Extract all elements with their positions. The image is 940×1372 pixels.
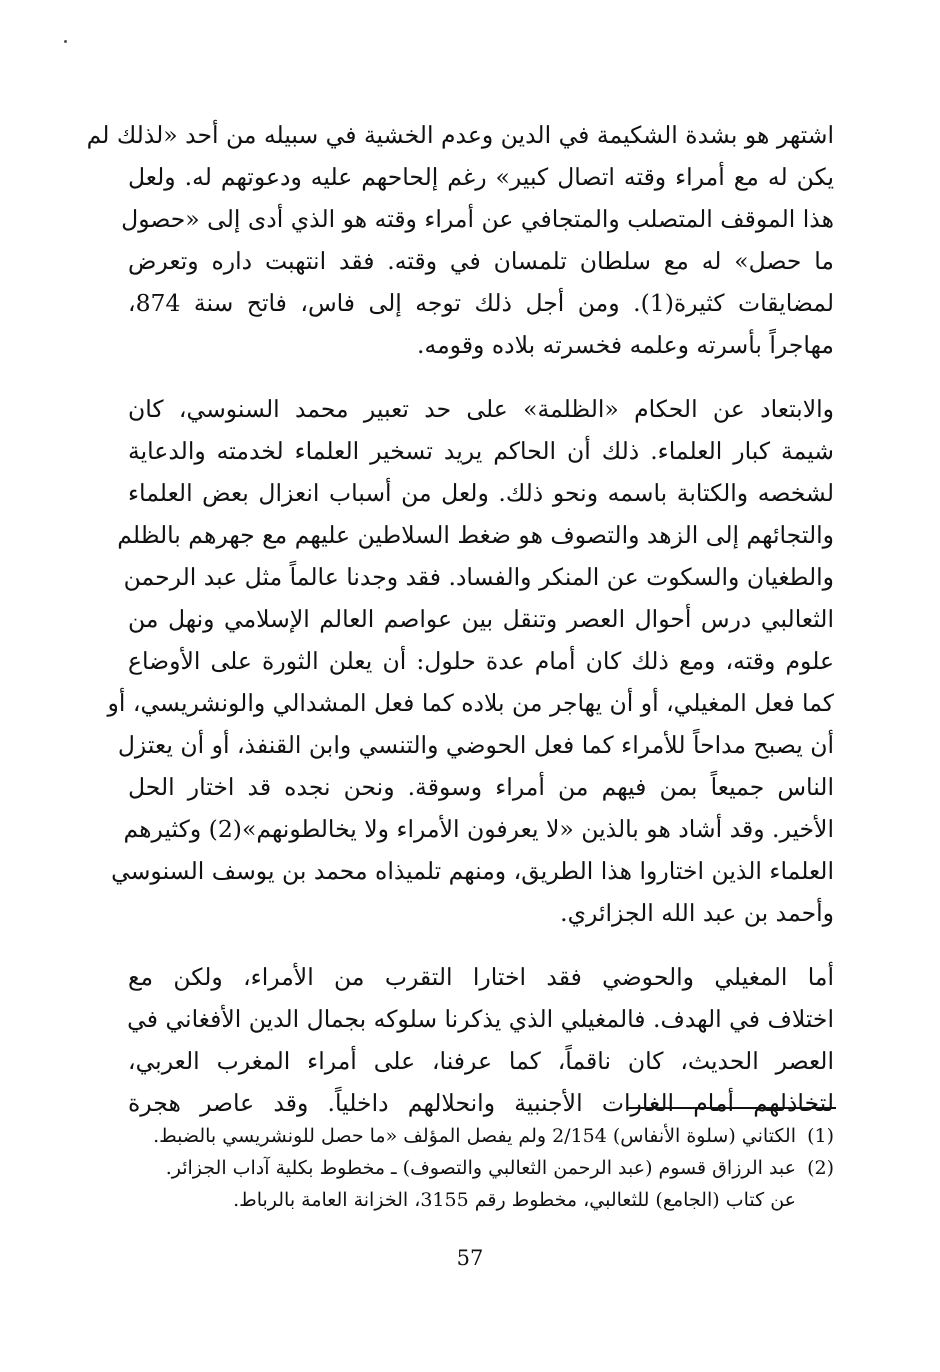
paragraph-2 [107, 388, 834, 934]
footnote-text: الكتاني (سلوة الأنفاس) 2/154 ولم يفصل المؤلف «ما حصل للونشريسي بالضبط. [153, 1125, 796, 1147]
footnote-text: عن كتاب (الجامع) للثعالبي، مخطوط رقم 3155، الخزانة العامة بالرباط. [233, 1189, 796, 1211]
footnote-2-continuation [128, 1184, 834, 1216]
footnote-text: عبد الرزاق قسوم (عبد الرحمن الثعالبي والتصوف) ـ مخطوط بكلية آداب الجزائر. [165, 1157, 796, 1179]
footnote-separator [628, 1107, 836, 1109]
text-line: العلماء الذين اختاروا هذا الطريق، ومنهم تلميذاه محمد بن يوسف السنوسي [111, 857, 834, 885]
text-line: ما حصل» له مع سلطان تلمسان في وقته. فقد انتهبت داره وتعرض [128, 247, 834, 275]
text-line: والتجائهم إلى الزهد والتصوف هو ضغط السلاطين عليهم مع جهرهم بالظلم [117, 521, 834, 549]
footnote-number: (2) [807, 1157, 834, 1179]
footnote-1 [128, 1120, 834, 1152]
scan-speck [64, 40, 67, 43]
text-line: والطغيان والسكوت عن المنكر والفساد. فقد وجدنا عالماً مثل عبد الرحمن [123, 563, 834, 591]
text-line: هذا الموقف المتصلب والمتجافي عن أمراء وقته هو الذي أدى إلى «حصول [121, 205, 834, 233]
text-line: وأحمد بن عبد الله الجزائري. [560, 899, 834, 927]
paragraph-gap [128, 934, 834, 956]
body-text [86, 114, 834, 1124]
paragraph-3 [128, 956, 834, 1124]
text-line: لمضايقات كثيرة(1). ومن أجل ذلك توجه إلى فاس، فاتح سنة 874، [128, 289, 834, 317]
paragraph-1 [86, 114, 834, 366]
footnote-number: (1) [807, 1125, 834, 1147]
text-line: شيمة كبار العلماء. ذلك أن الحاكم يريد تسخير العلماء لخدمته والدعاية [128, 437, 834, 465]
footnote-2 [128, 1152, 834, 1184]
text-line: الناس جميعاً بمن فيهم من أمراء وسوقة. ونحن نجده قد اختار الحل [128, 773, 834, 801]
text-line: مهاجراً بأسرته وعلمه فخسرته بلاده وقومه. [417, 331, 834, 359]
text-line: أن يصبح مداحاً للأمراء كما فعل الحوضي والتنسي وابن القنفذ، أو أن يعتزل [117, 731, 834, 759]
text-line: العصر الحديث، كان ناقماً، كما عرفنا، على أمراء المغرب العربي، [128, 1047, 834, 1075]
text-line: لتخاذلهم أمام الغارات الأجنبية وانحلالهم داخلياً. وقد عاصر هجرة [128, 1089, 834, 1117]
paragraph-gap [128, 366, 834, 388]
text-line: والابتعاد عن الحكام «الظلمة» على حد تعبير محمد السنوسي، كان [128, 395, 834, 423]
text-line: اختلاف في الهدف. فالمغيلي الذي يذكرنا سلوكه بجمال الدين الأفغاني في [127, 1005, 834, 1033]
text-line: الأخير. وقد أشاد هو بالذين «لا يعرفون الأمراء ولا يخالطونهم»(2) وكثيرهم [123, 815, 834, 843]
text-line: يكن له مع أمراء وقته اتصال كبير» رغم إلحاحهم عليه ودعوتهم له. ولعل [128, 163, 834, 191]
text-line: لشخصه والكتابة باسمه ونحو ذلك. ولعل من أسباب انعزال بعض العلماء [128, 479, 834, 507]
text-line: علوم وقته، ومع ذلك كان أمام عدة حلول: أن يعلن الثورة على الأوضاع [128, 647, 834, 675]
page-number: 57 [456, 1246, 484, 1270]
text-line: الثعالبي درس أحوال العصر وتنقل بين عواصم العالم الإسلامي ونهل من [128, 605, 834, 633]
text-line: كما فعل المغيلي، أو أن يهاجر من بلاده كما فعل المشدالي والونشريسي، أو [107, 689, 834, 717]
footnote-number [796, 1184, 834, 1216]
text-line: اشتهر هو بشدة الشكيمة في الدين وعدم الخشية في سبيله من أحد «لذلك لم [86, 121, 834, 149]
footnotes [128, 1120, 834, 1216]
text-line: أما المغيلي والحوضي فقد اختارا التقرب من الأمراء، ولكن مع [128, 963, 834, 991]
